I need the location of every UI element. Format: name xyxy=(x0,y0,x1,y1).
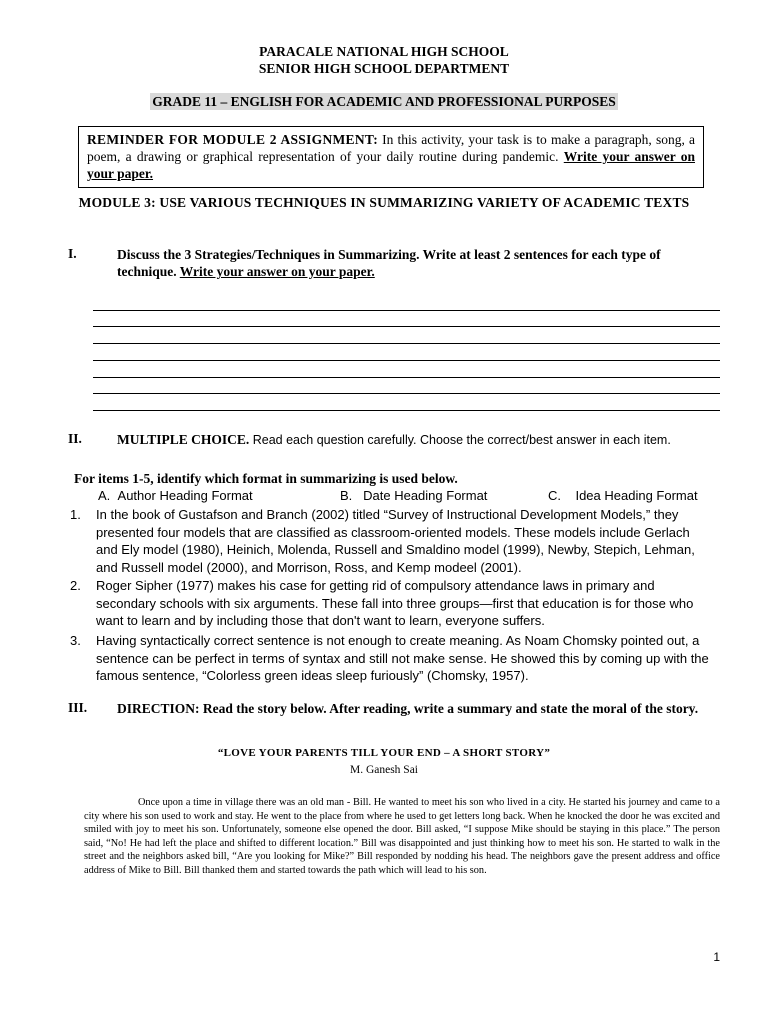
course-title-wrap xyxy=(0,93,768,111)
department-name: SENIOR HIGH SCHOOL DEPARTMENT xyxy=(258,61,510,76)
reminder-label: REMINDER FOR MODULE 2 ASSIGNMENT: xyxy=(87,132,379,147)
section3-direction: DIRECTION: Read the story below. After reading, write a summary and state the moral of the story. xyxy=(117,701,699,716)
answer-line[interactable] xyxy=(93,377,720,378)
item-number: 1. xyxy=(70,507,81,522)
reminder-emphasis: Write your answer on your paper. xyxy=(87,149,695,181)
school-name: PARACALE NATIONAL HIGH SCHOOL xyxy=(259,44,509,59)
section3-numeral: III. xyxy=(68,700,88,715)
item-text: Having syntactically correct sentence is not enough to create meaning. As Noam Chomsky pointed out, a sentence can be perfect in terms of syntax and still not make sense. He showed this by coming up with the famous sentence, “Colorless green ideas sleep furiously” (Chomsky, 1957). xyxy=(96,633,709,683)
option-letter: C. xyxy=(548,488,561,503)
item-text: Roger Sipher (1977) makes his case for getting rid of compulsory attendance laws in primary and secondary schools with six arguments. These fall into three groups—first that education is for those who want to learn and by including those that don't want to learn, everyone suffers. xyxy=(96,578,694,628)
option-text: Date Heading Format xyxy=(363,488,488,503)
answer-line[interactable] xyxy=(93,310,720,311)
section2-text: Read each question carefully. Choose the correct/best answer in each item. xyxy=(249,433,671,447)
module-title: MODULE 3: USE VARIOUS TECHNIQUES IN SUMMARIZING VARIETY OF ACADEMIC TEXTS xyxy=(78,195,690,210)
course-title: GRADE 11 – ENGLISH FOR ACADEMIC AND PROFESSIONAL PURPOSES xyxy=(152,94,616,109)
format-instruction: For items 1-5, identify which format in summarizing is used below. xyxy=(74,471,458,486)
option-a xyxy=(98,487,253,505)
story-title: “LOVE YOUR PARENTS TILL YOUR END – A SHORT STORY” xyxy=(217,747,551,759)
answer-line[interactable] xyxy=(93,393,720,394)
section1-numeral: I. xyxy=(68,246,77,261)
reminder-text: In this activity, your task is to make a paragraph, song, a poem, a drawing or graphical representation of your daily routine during pandemic. xyxy=(87,132,695,164)
option-text: Author Heading Format xyxy=(117,488,253,503)
item-text: In the book of Gustafson and Branch (2002) titled “Survey of Instructional Development Models,” they presented four models that are classified as classroom-oriented models. These models include Gerlach and Ely model (1980), Heinich, Molenda, Russell and Smaldino model (1999), Newby, Stepich, Lehman, and Russell model (2000), and Morrison, Ross, and Kemp modeel (2001). xyxy=(96,507,695,575)
page-number: 1 xyxy=(713,950,720,964)
option-b xyxy=(340,487,487,505)
section1-instruction xyxy=(117,246,717,280)
option-letter: A. xyxy=(98,488,111,503)
section2-numeral: II. xyxy=(68,431,82,446)
section2-label: MULTIPLE CHOICE. xyxy=(117,432,250,447)
section1-text: Discuss the 3 Strategies/Techniques in Summarizing. Write at least 2 sentences for each type of technique. xyxy=(117,247,661,279)
item-number: 2. xyxy=(70,578,81,593)
story-text: Once upon a time in village there was an old man - Bill. He wanted to meet his son who lived in a city. He started his journey and came to a city where his son used to work and stay. He went to the place from where he used to get letters long back. When he knocked the door he was excited and smiled with joy to meet his son. Unfortunately, someone else opened the door. Bill asked, “I suppose Mike should be staying in this place.” The person said, “No! He had left the place and shifted to different location.” Bill was disappointed and just thinking how to meet his son. He started to walk in the street and the neighbors asked bill, “Are you looking for Mike?” Bill responded by nodding his head. The neighbors gave the present address and office address of Mike to Bill. Bill thanked them and started towards the path which will lead to his son. xyxy=(84,797,720,876)
item-number: 3. xyxy=(70,633,81,648)
answer-line[interactable] xyxy=(93,326,720,327)
answer-line[interactable] xyxy=(93,343,720,344)
story-author: M. Ganesh Sai xyxy=(349,764,419,776)
option-text: Idea Heading Format xyxy=(575,488,698,503)
answer-line[interactable] xyxy=(93,360,720,361)
option-letter: B. xyxy=(340,488,353,503)
section1-emphasis: Write your answer on your paper. xyxy=(179,264,375,279)
section2-instruction xyxy=(117,431,717,449)
reminder-box xyxy=(78,126,704,188)
option-c xyxy=(548,487,698,505)
answer-line[interactable] xyxy=(93,410,720,411)
